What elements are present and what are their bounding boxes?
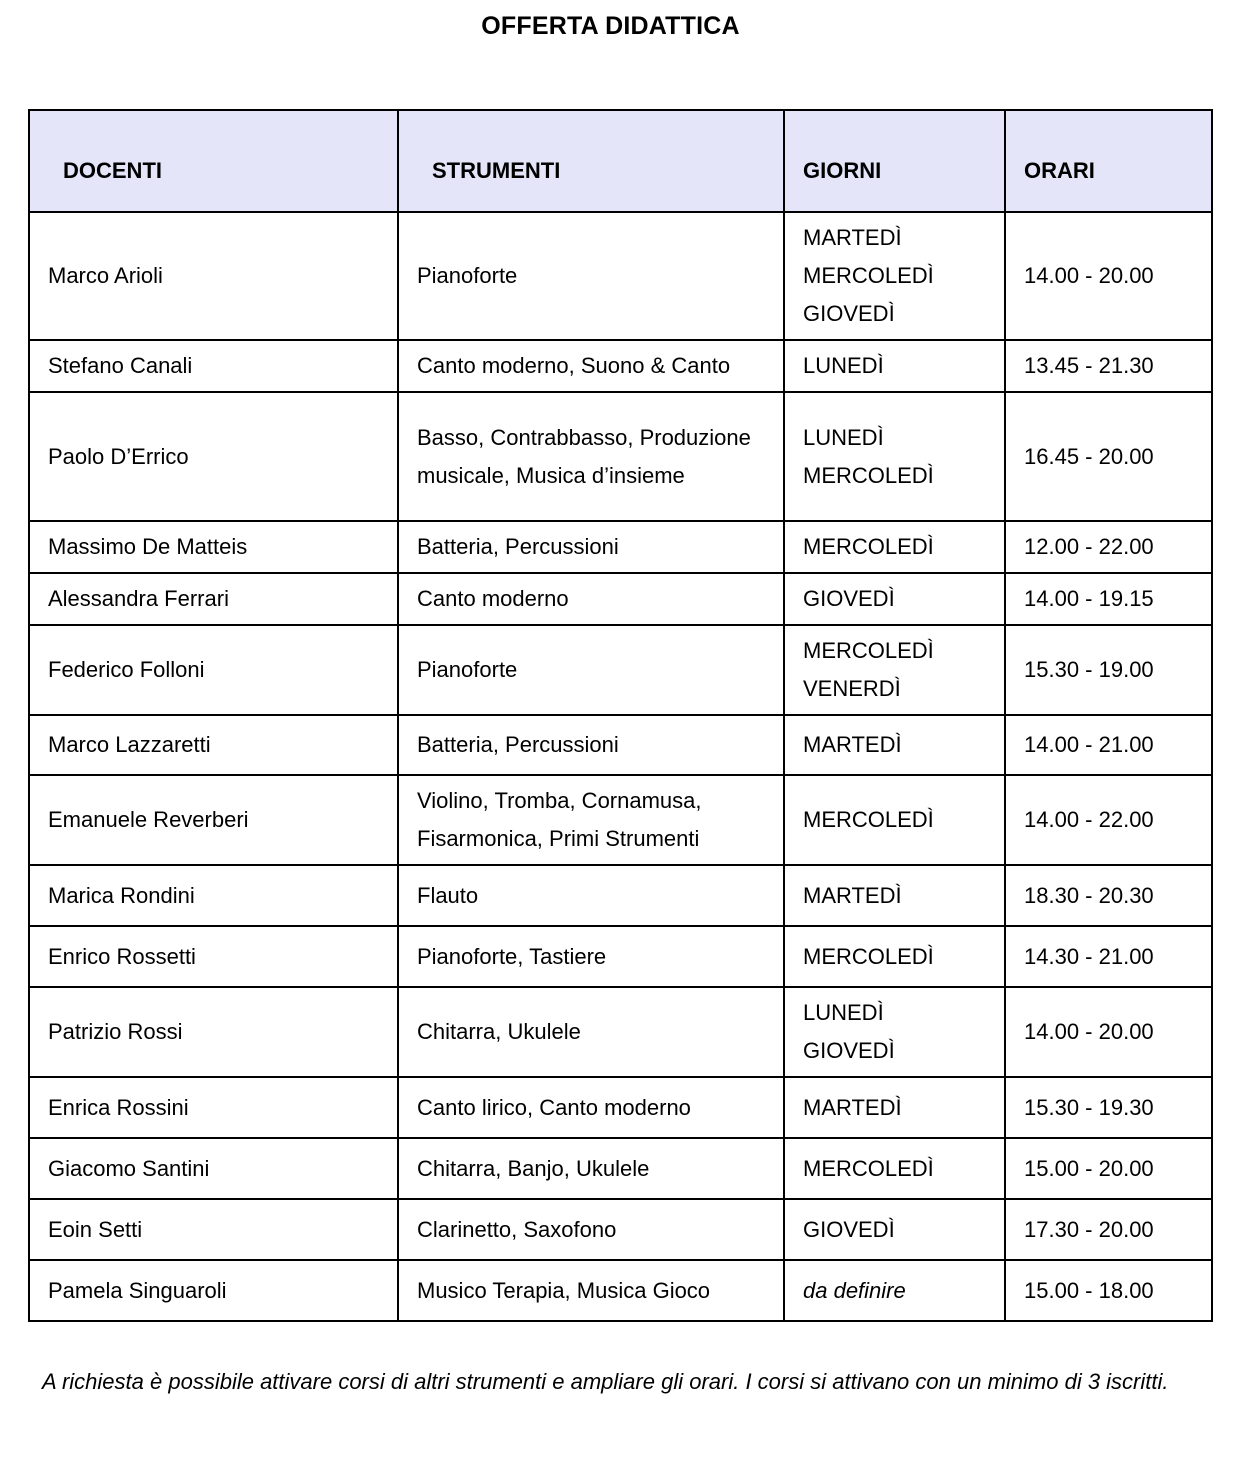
cell-docente: Massimo De Matteis	[29, 521, 398, 573]
day-label: da definire	[803, 1277, 906, 1303]
page-title: OFFERTA DIDATTICA	[481, 12, 740, 40]
cell-strumenti: Basso, Contrabbasso, Produzione musicale, Musica d’insieme	[398, 392, 784, 521]
day-label: GIOVEDÌ	[803, 301, 895, 326]
table-row	[29, 625, 1212, 715]
cell-orari: 14.30 - 21.00	[1005, 926, 1212, 987]
cell-giorni	[784, 926, 1005, 987]
cell-strumenti: Pianoforte, Tastiere	[398, 926, 784, 987]
day-label: GIOVEDÌ	[803, 1216, 895, 1242]
cell-docente: Marco Arioli	[29, 212, 398, 340]
cell-strumenti: Flauto	[398, 865, 784, 926]
cell-giorni	[784, 340, 1005, 392]
cell-strumenti: Batteria, Percussioni	[398, 521, 784, 573]
day-label: MARTEDÌ	[803, 882, 902, 908]
day-label: MERCOLEDÌ	[803, 534, 934, 559]
cell-giorni	[784, 573, 1005, 625]
cell-orari: 18.30 - 20.30	[1005, 865, 1212, 926]
cell-strumenti: Chitarra, Banjo, Ukulele	[398, 1138, 784, 1199]
header-docenti: DOCENTI	[29, 110, 398, 212]
day-label: GIOVEDÌ	[803, 586, 895, 611]
day-label: LUNEDÌ	[803, 424, 884, 450]
cell-orari: 17.30 - 20.00	[1005, 1199, 1212, 1260]
table-row	[29, 987, 1212, 1077]
cell-strumenti: Pianoforte	[398, 212, 784, 340]
cell-orari: 15.30 - 19.30	[1005, 1077, 1212, 1138]
cell-orari: 14.00 - 20.00	[1005, 987, 1212, 1077]
cell-docente: Alessandra Ferrari	[29, 573, 398, 625]
cell-orari: 15.00 - 20.00	[1005, 1138, 1212, 1199]
table-row	[29, 865, 1212, 926]
cell-docente: Marco Lazzaretti	[29, 715, 398, 775]
cell-orari: 14.00 - 21.00	[1005, 715, 1212, 775]
day-label: MERCOLEDÌ	[803, 462, 934, 488]
cell-orari: 14.00 - 20.00	[1005, 212, 1212, 340]
cell-orari: 12.00 - 22.00	[1005, 521, 1212, 573]
day-label: MERCOLEDÌ	[803, 807, 934, 832]
cell-strumenti: Chitarra, Ukulele	[398, 987, 784, 1077]
day-label: LUNEDÌ	[803, 1000, 884, 1025]
cell-strumenti: Pianoforte	[398, 625, 784, 715]
table-row	[29, 392, 1212, 521]
cell-orari: 15.30 - 19.00	[1005, 625, 1212, 715]
cell-giorni	[784, 1260, 1005, 1321]
cell-giorni	[784, 1077, 1005, 1138]
day-label: MERCOLEDÌ	[803, 638, 934, 663]
cell-docente: Paolo D’Errico	[29, 392, 398, 521]
cell-docente: Enrica Rossini	[29, 1077, 398, 1138]
day-label: MARTEDÌ	[803, 732, 902, 757]
cell-docente: Federico Folloni	[29, 625, 398, 715]
cell-docente: Patrizio Rossi	[29, 987, 398, 1077]
table-row	[29, 775, 1212, 865]
table-row	[29, 926, 1212, 987]
table-row	[29, 521, 1212, 573]
day-label: MERCOLEDÌ	[803, 943, 934, 969]
cell-strumenti: Batteria, Percussioni	[398, 715, 784, 775]
cell-docente: Enrico Rossetti	[29, 926, 398, 987]
header-giorni: GIORNI	[784, 110, 1005, 212]
cell-giorni	[784, 775, 1005, 865]
header-orari: ORARI	[1005, 110, 1212, 212]
table-row	[29, 715, 1212, 775]
day-label: MARTEDÌ	[803, 1094, 902, 1120]
cell-strumenti: Clarinetto, Saxofono	[398, 1199, 784, 1260]
table-row	[29, 1199, 1212, 1260]
cell-docente: Giacomo Santini	[29, 1138, 398, 1199]
cell-orari: 15.00 - 18.00	[1005, 1260, 1212, 1321]
cell-giorni	[784, 392, 1005, 521]
day-label: MERCOLEDÌ	[803, 263, 934, 288]
day-label: MARTEDÌ	[803, 225, 902, 250]
table-row	[29, 1260, 1212, 1321]
day-label: GIOVEDÌ	[803, 1038, 895, 1063]
cell-strumenti: Canto moderno	[398, 573, 784, 625]
cell-giorni	[784, 625, 1005, 715]
table-body	[29, 212, 1212, 1321]
cell-docente: Pamela Singuaroli	[29, 1260, 398, 1321]
cell-giorni	[784, 987, 1005, 1077]
table-row	[29, 1077, 1212, 1138]
cell-docente: Eoin Setti	[29, 1199, 398, 1260]
cell-giorni	[784, 212, 1005, 340]
cell-orari: 14.00 - 19.15	[1005, 573, 1212, 625]
table-row	[29, 1138, 1212, 1199]
schedule-table	[28, 109, 1213, 1322]
cell-strumenti: Canto lirico, Canto moderno	[398, 1077, 784, 1138]
cell-strumenti: Canto moderno, Suono & Canto	[398, 340, 784, 392]
cell-docente: Stefano Canali	[29, 340, 398, 392]
table-row	[29, 340, 1212, 392]
day-label: LUNEDÌ	[803, 353, 884, 378]
header-strumenti: STRUMENTI	[398, 110, 784, 212]
cell-docente: Emanuele Reverberi	[29, 775, 398, 865]
cell-docente: Marica Rondini	[29, 865, 398, 926]
cell-giorni	[784, 521, 1005, 573]
cell-orari: 14.00 - 22.00	[1005, 775, 1212, 865]
cell-giorni	[784, 715, 1005, 775]
cell-strumenti: Violino, Tromba, Cornamusa, Fisarmonica, Primi Strumenti	[398, 775, 784, 865]
cell-orari: 16.45 - 20.00	[1005, 392, 1212, 521]
table-row	[29, 212, 1212, 340]
table-header-row	[29, 110, 1212, 212]
day-label: VENERDÌ	[803, 676, 901, 701]
cell-giorni	[784, 865, 1005, 926]
cell-orari: 13.45 - 21.30	[1005, 340, 1212, 392]
table-row	[29, 573, 1212, 625]
cell-strumenti: Musico Terapia, Musica Gioco	[398, 1260, 784, 1321]
cell-giorni	[784, 1199, 1005, 1260]
day-label: MERCOLEDÌ	[803, 1155, 934, 1181]
footnote: A richiesta è possibile attivare corsi di altri strumenti e ampliare gli orari. I corsi si attivano con un minimo di 3 iscritti.	[42, 1369, 1169, 1394]
cell-giorni	[784, 1138, 1005, 1199]
